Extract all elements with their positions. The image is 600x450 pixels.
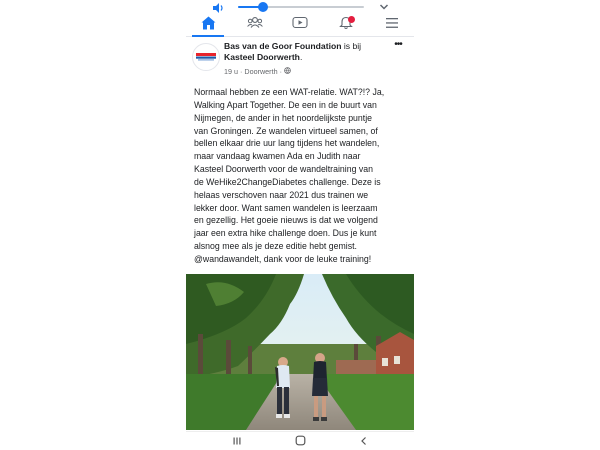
home-circle-icon [295, 433, 306, 450]
tab-notifications[interactable] [327, 14, 365, 36]
back-icon [359, 433, 369, 450]
recent-apps-icon [232, 433, 242, 450]
tab-groups[interactable] [236, 14, 274, 36]
foundation-logo [193, 44, 219, 70]
post-meta [224, 67, 291, 76]
groups-icon [247, 16, 263, 34]
volume-slider[interactable] [238, 6, 364, 8]
location-suffix: . [299, 52, 303, 62]
post-place[interactable]: Doorwerth [244, 67, 278, 76]
home-button[interactable] [288, 435, 312, 449]
watch-icon [292, 16, 308, 34]
post-text: Normaal hebben ze een WAT-relatie. WAT?!? Ja, Walking Apart Together. De een in de buurt van Nijmegen, de ander in het noordelijkste puntje van Groningen. Ze wandelen virtueel samen, of bellen elkaar drie uur lang tijdens het wandelen, maar vandaag kwamen Ada en Judith naar Kasteel Doorwerth voor de wandeltraining van de WeHike2ChangeDiabetes challenge. Deze is helaas verschoven naar 2021 dus trainen we lekker door. Want samen wandelen is leerzaam en gezellig. Het goeie nieuws is dat we volgend jaar een extra hike challenge doen. Dus je kunt alsnog mee als je deze editie hebt gemist. @wandawandelt, dank voor de leuke training! [194, 87, 385, 264]
globe-icon [284, 67, 291, 76]
meta-separator: · [240, 67, 243, 76]
meta-separator: · [279, 67, 282, 76]
more-options-button[interactable]: ••• [394, 39, 402, 50]
back-button[interactable] [352, 435, 376, 449]
post-header [186, 40, 414, 80]
tab-watch[interactable] [281, 14, 319, 36]
volume-slider-knob[interactable] [258, 2, 268, 12]
phone-screen [186, 0, 414, 450]
avatar[interactable] [192, 43, 220, 71]
speaker-icon[interactable] [212, 1, 225, 19]
post-photo[interactable] [186, 274, 414, 430]
post-time[interactable]: 19 u [224, 67, 238, 76]
author-line [224, 41, 394, 63]
notification-badge [348, 16, 355, 23]
author-name[interactable]: Bas van de Goor Foundation [224, 41, 342, 51]
location-link[interactable]: Kasteel Doorwerth [224, 52, 300, 62]
connector-text: is bij [343, 41, 362, 51]
menu-icon [385, 16, 399, 34]
chevron-down-icon[interactable] [378, 0, 390, 18]
volume-panel [186, 0, 414, 14]
system-navigation-bar [186, 431, 414, 450]
recent-apps-button[interactable] [225, 435, 249, 449]
